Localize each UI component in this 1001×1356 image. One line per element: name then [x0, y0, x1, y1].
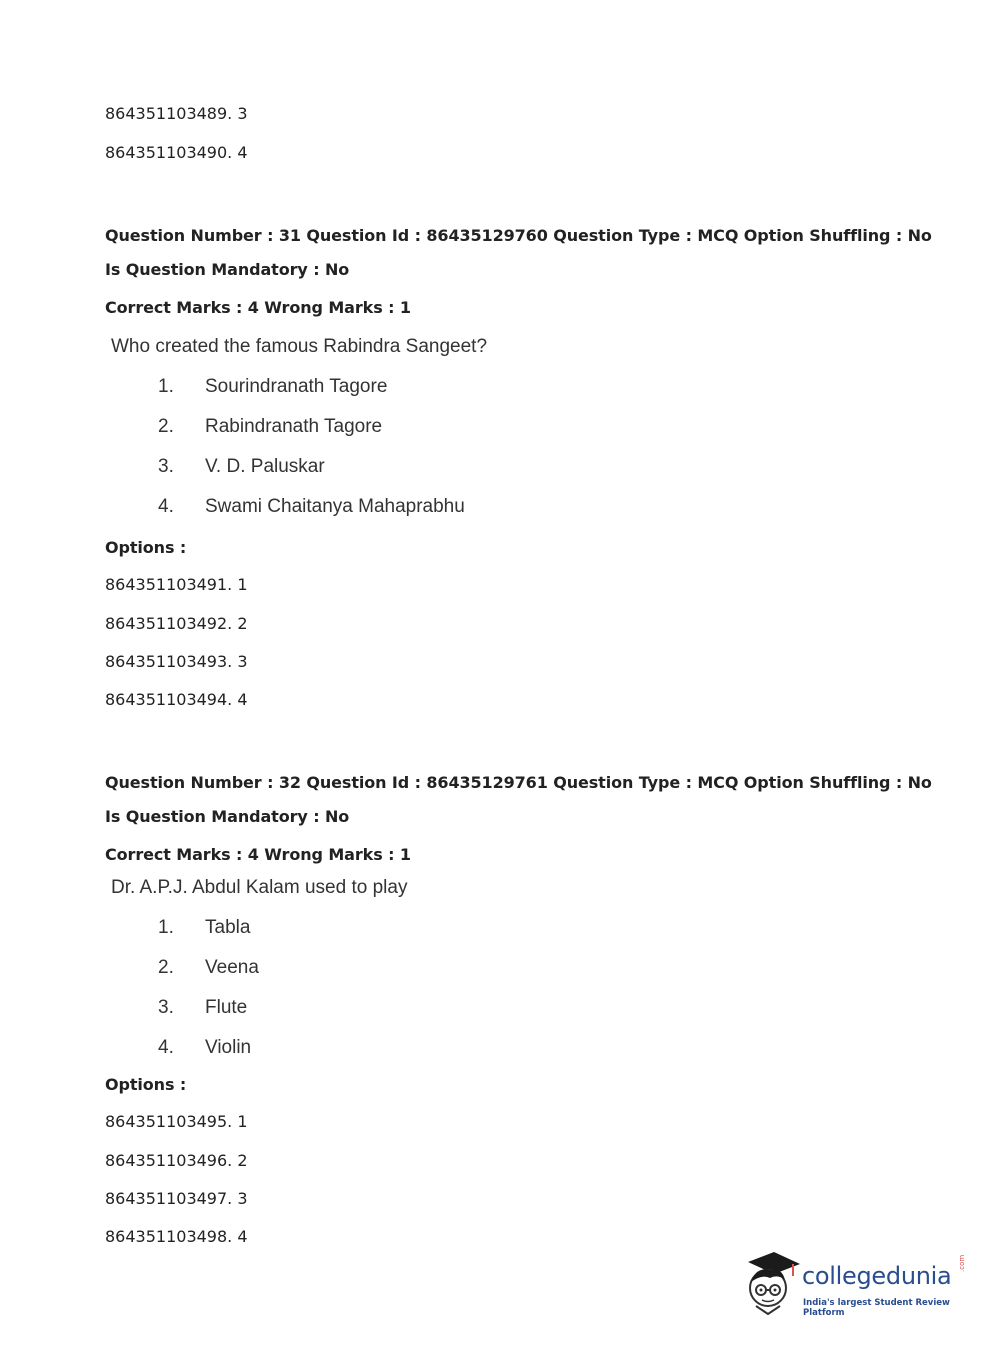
question-32-text: Dr. A.P.J. Abdul Kalam used to play: [111, 877, 408, 898]
choice-number: 2.: [158, 957, 174, 978]
choice-text: Flute: [205, 997, 248, 1018]
choice-number: 1.: [158, 917, 174, 938]
choice-text: Tabla: [205, 917, 251, 938]
question-31-text: Who created the famous Rabindra Sangeet?: [111, 336, 488, 357]
choice-number: 3.: [158, 456, 174, 477]
options-label: Options :: [105, 538, 187, 557]
question-31-header: Question Number : 31 Question Id : 86435129760 Question Type : MCQ Option Shuffling : No: [105, 226, 932, 245]
option-line: 864351103491. 1: [105, 575, 248, 594]
question-32-mandatory: Is Question Mandatory : No: [105, 807, 350, 826]
option-line: 864351103498. 4: [105, 1227, 248, 1246]
option-line: 864351103496. 2: [105, 1151, 248, 1170]
choice-text: Violin: [205, 1037, 252, 1058]
option-line: 864351103492. 2: [105, 614, 248, 633]
options-label: Options :: [105, 1075, 187, 1094]
choice-text: Rabindranath Tagore: [205, 416, 383, 437]
question-32-marks: Correct Marks : 4 Wrong Marks : 1: [105, 845, 411, 864]
logo-com: .com: [958, 1254, 966, 1272]
choice-text: Sourindranath Tagore: [205, 376, 388, 397]
collegedunia-logo: [742, 1248, 972, 1318]
option-line: 864351103489. 3: [105, 104, 248, 123]
option-line: 864351103494. 4: [105, 690, 248, 709]
choice-number: 4.: [158, 496, 174, 517]
choice-number: 1.: [158, 376, 174, 397]
option-line: 864351103490. 4: [105, 143, 248, 162]
logo-tagline: India's largest Student Review Platform: [803, 1298, 950, 1318]
choice-number: 3.: [158, 997, 174, 1018]
logo-wordmark: collegedunia: [802, 1262, 952, 1290]
option-line: 864351103495. 1: [105, 1112, 248, 1131]
choice-text: Swami Chaitanya Mahaprabhu: [205, 496, 465, 517]
question-31-mandatory: Is Question Mandatory : No: [105, 260, 350, 279]
choice-number: 4.: [158, 1037, 174, 1058]
question-32-header: Question Number : 32 Question Id : 86435129761 Question Type : MCQ Option Shuffling : No: [105, 773, 932, 792]
choice-text: Veena: [205, 957, 259, 978]
mascot-icon: [742, 1248, 804, 1318]
choice-text: V. D. Paluskar: [205, 456, 325, 477]
option-line: 864351103497. 3: [105, 1189, 248, 1208]
question-31-marks: Correct Marks : 4 Wrong Marks : 1: [105, 298, 411, 317]
option-line: 864351103493. 3: [105, 652, 248, 671]
choice-number: 2.: [158, 416, 174, 437]
